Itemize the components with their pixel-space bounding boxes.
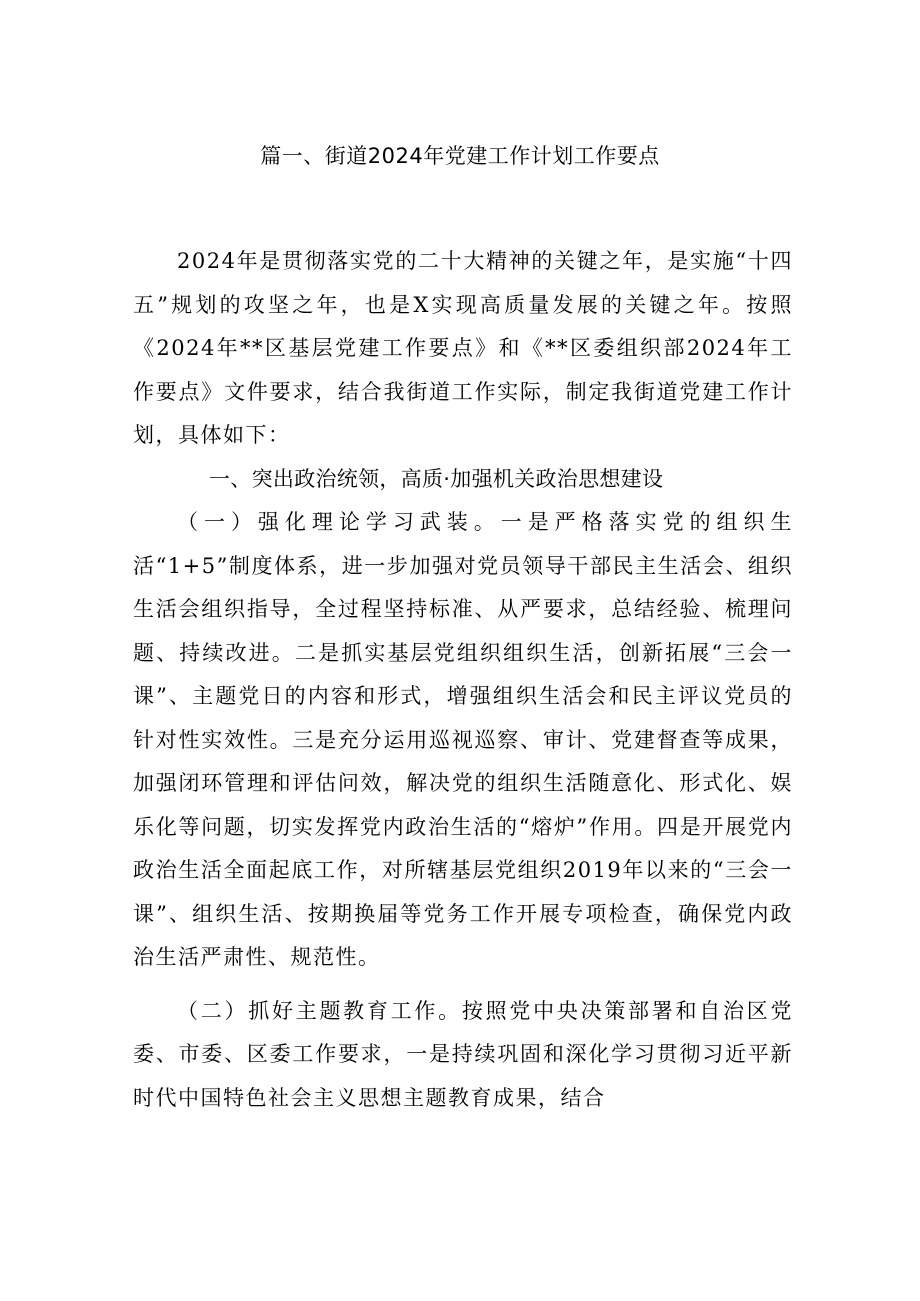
document-title: 篇一、街道2024年党建工作计划工作要点 — [260, 144, 660, 168]
paragraph-2: （二）抓好主题教育工作。按照党中央决策部署和自治区党委、市委、区委工作要求，一是持续巩固和深化学习贯彻习近平新时代中国特色社会主义思想主题教育成果，结合 — [133, 998, 793, 1110]
intro-paragraph: 2024年是贯彻落实党的二十大精神的关键之年，是实施“十四五”规划的攻坚之年，也是X实现高质量发展的关键之年。按照《2024年**区基层党建工作要点》和《**区委组织部2024年工作要点》文件要求，结合我街道工作实际，制定我街道党建工作计划，具体如下： — [133, 249, 793, 447]
paragraph-1: （一）强化理论学习武装。一是严格落实党的组织生活“1+5”制度体系，进一步加强对党员领导干部民主生活会、组织生活会组织指导，全过程坚持标准、从严要求，总结经验、梳理问题、持续改进。二是抓实基层党组织组织生活，创新拓展“三会一课”、主题党日的内容和形式，增强组织生活会和民主评议党员的针对性实效性。三是充分运用巡视巡察、审计、党建督查等成果，加强闭环管理和评估问效，解决党的组织生活随意化、形式化、娱乐化等问题，切实发挥党内政治生活的“熔炉”作用。四是开展党内政治生活全面起底工作，对所辖基层党组织2019年以来的“三会一课”、组织生活、按期换届等党务工作开展专项检查，确保党内政治生活严肃性、规范性。 — [133, 510, 793, 969]
section-1-heading: 一、突出政治统领，高质·加强机关政治思想建设 — [209, 466, 664, 491]
document-body — [133, 240, 793, 1120]
